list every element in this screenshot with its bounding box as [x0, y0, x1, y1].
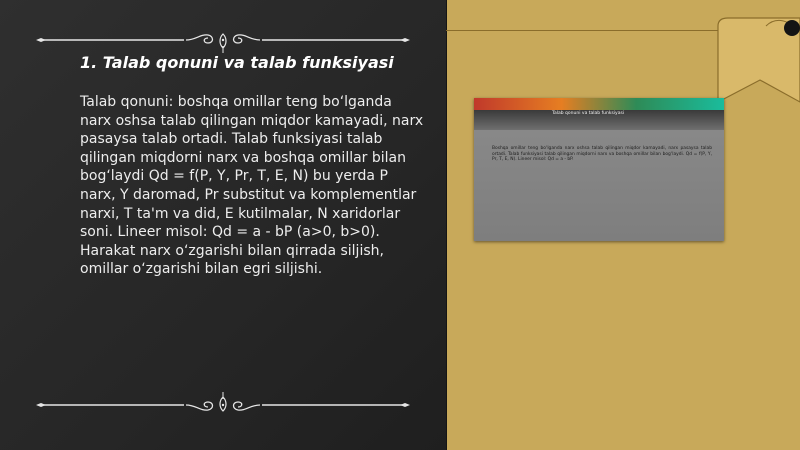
slide-title: 1. Talab qonuni va talab funksiyasi: [80, 53, 394, 72]
thumbnail-body: Boshqa omillar teng bo‘lganda narx oshsa talab qilingan miqdor kamayadi, narx pasaysa talab ortadi. Talab funksiyasi talab qilingan miqdorni narx va boshqa omillar bilan bog‘laydi. Qd = f(P, Y, Pr, T, E, N). Lineer misol: Qd = a - bP.: [492, 146, 712, 163]
panel-divider: [446, 0, 447, 450]
flourish-divider-icon: [36, 391, 410, 413]
slide-body-text: Talab qonuni: boshqa omillar teng bo‘lganda narx oshsa talab qilingan miqdor kamayadi, narx pasaysa talab ortadi. Talab funksiyasi talab qilingan miqdorni narx va boshqa omillar bilan bog‘laydi Qd = f(P, Y, Pr, T, E, N) bu yerda P narx, Y daromad, Pr substitut va komplementlar narxi, T ta'm va did, E kutilmalar, N xaridorlar soni. Lineer misol: Qd = a - bP (a>0, b>0). Harakat narx o‘zgarishi bilan qirrada siljish, omillar o‘zgarishi bilan egri siljishi.: [80, 94, 424, 278]
slide-thumbnail: [474, 98, 724, 241]
thumbnail-title: Talab qonuni va talab funksiyasi: [552, 111, 625, 116]
ribbon-bookmark-icon: [716, 16, 800, 104]
flourish-divider-icon: [36, 32, 410, 54]
thumbnail-color-band: [474, 98, 724, 110]
